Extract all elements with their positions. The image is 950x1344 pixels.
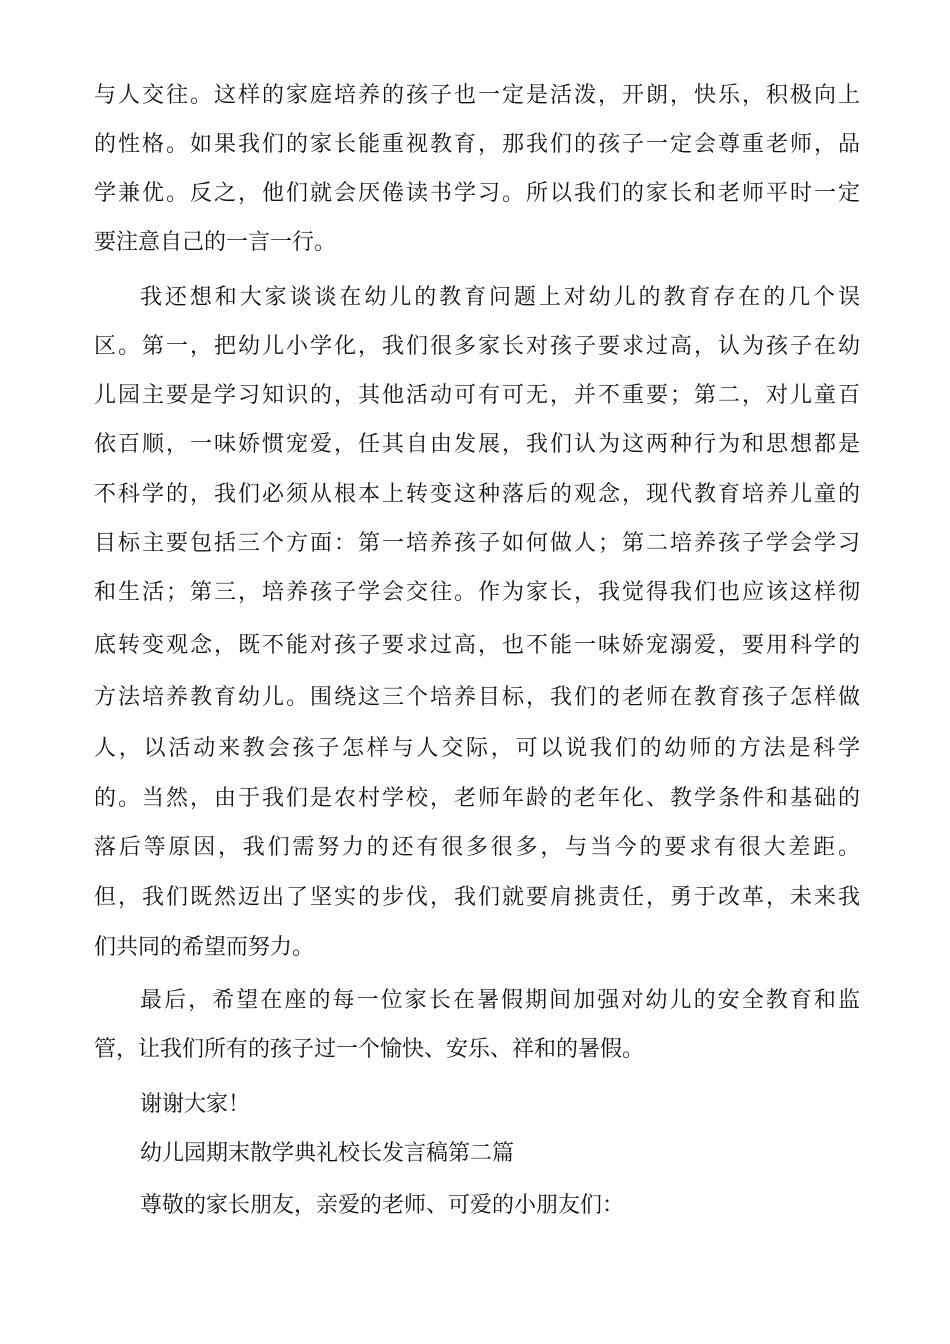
text-line: 要注意自己的一言一行。 (94, 230, 337, 255)
text-line: 依百顺，一味娇惯宠爱，任其自由发展，我们认为这两种行为和思想都是 (94, 432, 860, 457)
text-line: 区。第一，把幼儿小学化，我们很多家长对孩子要求过高，认为孩子在幼 (94, 334, 860, 359)
closing-thanks: 谢谢大家！ (140, 1092, 251, 1117)
paragraph-start-line: 我还想和大家谈谈在幼儿的教育问题上对幼儿的教育存在的几个误 (140, 285, 860, 310)
text-line: 不科学的，我们必须从根本上转变这种落后的观念，现代教育培养儿童的 (94, 482, 860, 507)
text-line: 管，让我们所有的孩子过一个愉快、安乐、祥和的暑假。 (94, 1037, 645, 1062)
text-line: 目标主要包括三个方面：第一培养孩子如何做人；第二培养孩子学会学习 (94, 531, 860, 556)
text-line: 儿园主要是学习知识的，其他活动可有可无，并不重要；第二，对儿童百 (94, 383, 860, 408)
text-line: 学兼优。反之，他们就会厌倦读书学习。所以我们的家长和老师平时一定 (94, 181, 860, 206)
text-line: 落后等原因，我们需努力的还有很多很多，与当今的要求有很大差距。 (94, 835, 860, 860)
text-line: 方法培养教育幼儿。围绕这三个培养目标，我们的老师在教育孩子怎样做 (94, 685, 860, 710)
text-line: 和生活；第三，培养孩子学会交往。作为家长，我觉得我们也应该这样彻 (94, 580, 860, 605)
text-line: 与人交往。这样的家庭培养的孩子也一定是活泼，开朗，快乐，积极向上 (94, 83, 860, 108)
text-line: 们共同的希望而努力。 (94, 935, 315, 960)
salutation: 尊敬的家长朋友，亲爱的老师、可爱的小朋友们： (140, 1193, 625, 1218)
text-line: 的性格。如果我们的家长能重视教育，那我们的孩子一定会尊重老师，品 (94, 132, 860, 157)
text-line: 但，我们既然迈出了坚实的步伐，我们就要肩挑责任，勇于改革，未来我 (94, 885, 860, 910)
text-line: 人，以活动来教会孩子怎样与人交际，可以说我们的幼师的方法是科学 (94, 736, 860, 761)
section-heading: 幼儿园期末散学典礼校长发言稿第二篇 (140, 1141, 515, 1166)
text-line: 的。当然，由于我们是农村学校，老师年龄的老年化、教学条件和基础的 (94, 786, 860, 811)
text-line: 底转变观念，既不能对孩子要求过高，也不能一味娇宠溺爱，要用科学的 (94, 633, 860, 658)
paragraph-start-line: 最后，希望在座的每一位家长在暑假期间加强对幼儿的安全教育和监 (140, 988, 860, 1013)
